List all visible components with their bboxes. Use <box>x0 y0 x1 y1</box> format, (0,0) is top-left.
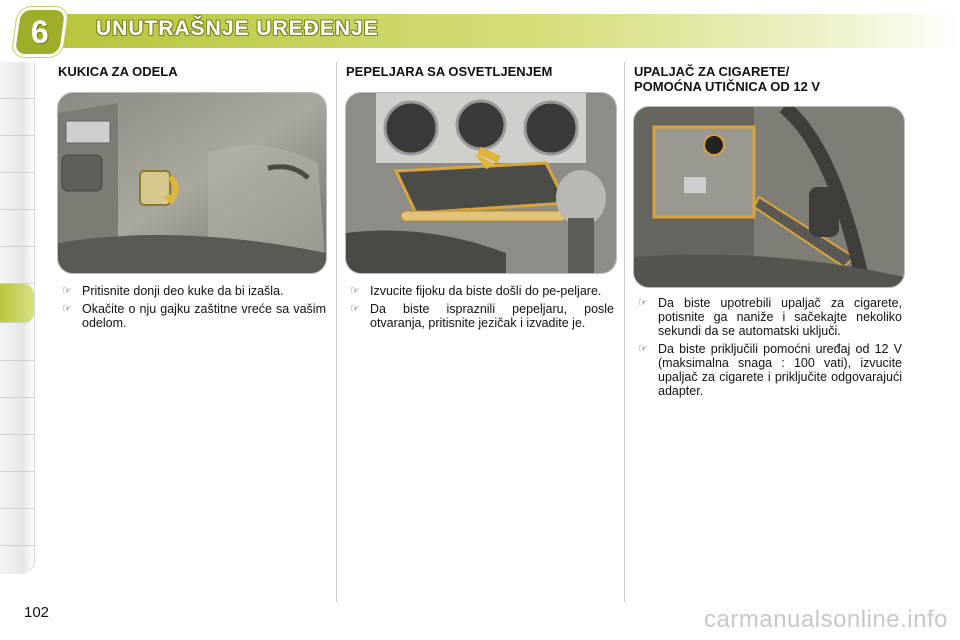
column-divider <box>624 62 625 602</box>
chapter-tabs <box>0 62 35 574</box>
chapter-tab[interactable] <box>0 509 34 546</box>
list-item: ☞ Da biste ispraznili pepeljaru, posle otvaranja, pritisnite jezičak i izvadite je. <box>350 302 614 330</box>
chapter-title: UNUTRAŠNJE UREĐENJE <box>96 17 379 40</box>
watermark: carmanualsonline.info <box>704 606 948 633</box>
pointing-hand-icon: ☞ <box>350 303 360 315</box>
chapter-badge <box>15 10 65 54</box>
coat-hook-photo <box>57 92 327 274</box>
chapter-tab[interactable] <box>0 99 34 136</box>
pointing-hand-icon: ☞ <box>62 303 72 315</box>
chapter-tab[interactable] <box>0 247 34 284</box>
list-item: ☞ Pritisnite donji deo kuke da bi izašla. <box>62 284 284 298</box>
ashtray-instructions <box>346 284 614 334</box>
pointing-hand-icon: ☞ <box>350 285 360 297</box>
coat-hook-instructions <box>58 284 326 334</box>
ashtray-photo <box>345 92 617 274</box>
cigarette-lighter-photo <box>633 106 905 288</box>
chapter-tab[interactable] <box>0 324 34 361</box>
pointing-hand-icon: ☞ <box>638 297 648 309</box>
chapter-tab[interactable] <box>0 361 34 398</box>
chapter-tab[interactable] <box>0 472 34 509</box>
chapter-number: 6 <box>31 13 49 50</box>
column-divider <box>336 62 337 602</box>
chapter-tab[interactable] <box>0 210 34 247</box>
chapter-tab[interactable] <box>0 398 34 435</box>
chapter-tab[interactable] <box>0 62 34 99</box>
list-item: ☞ Da biste upotrebili upaljač za cigarete, potisnite ga naniže i sačekajte nekoliko sekundi da se automatski uključi. <box>638 296 902 338</box>
list-item: ☞ Da biste priključili pomoćni uređaj od 12 V (maksimalna snaga : 100 vati), izvucite upaljač za cigarete i priključite odgovarajući adapter. <box>638 342 902 398</box>
chapter-tab-active[interactable] <box>0 284 34 323</box>
page-number: 102 <box>24 604 50 621</box>
section-title-cigarette-lighter: UPALJAČ ZA CIGARETE/ POMOĆNA UTIČNICA OD 12 V <box>634 64 821 94</box>
section-title-ashtray: PEPELJARA SA OSVETLJENJEM <box>346 64 553 79</box>
list-item: ☞ Izvucite fijoku da biste došli do pe-peljare. <box>350 284 602 298</box>
chapter-tab[interactable] <box>0 435 34 472</box>
pointing-hand-icon: ☞ <box>638 343 648 355</box>
pointing-hand-icon: ☞ <box>62 285 72 297</box>
chapter-tab[interactable] <box>0 173 34 210</box>
section-title-coat-hook: KUKICA ZA ODELA <box>58 64 178 79</box>
list-item: ☞ Okačite o nju gajku zaštitne vreće sa vašim odelom. <box>62 302 326 330</box>
chapter-tab[interactable] <box>0 136 34 173</box>
cigarette-lighter-instructions <box>634 296 902 402</box>
